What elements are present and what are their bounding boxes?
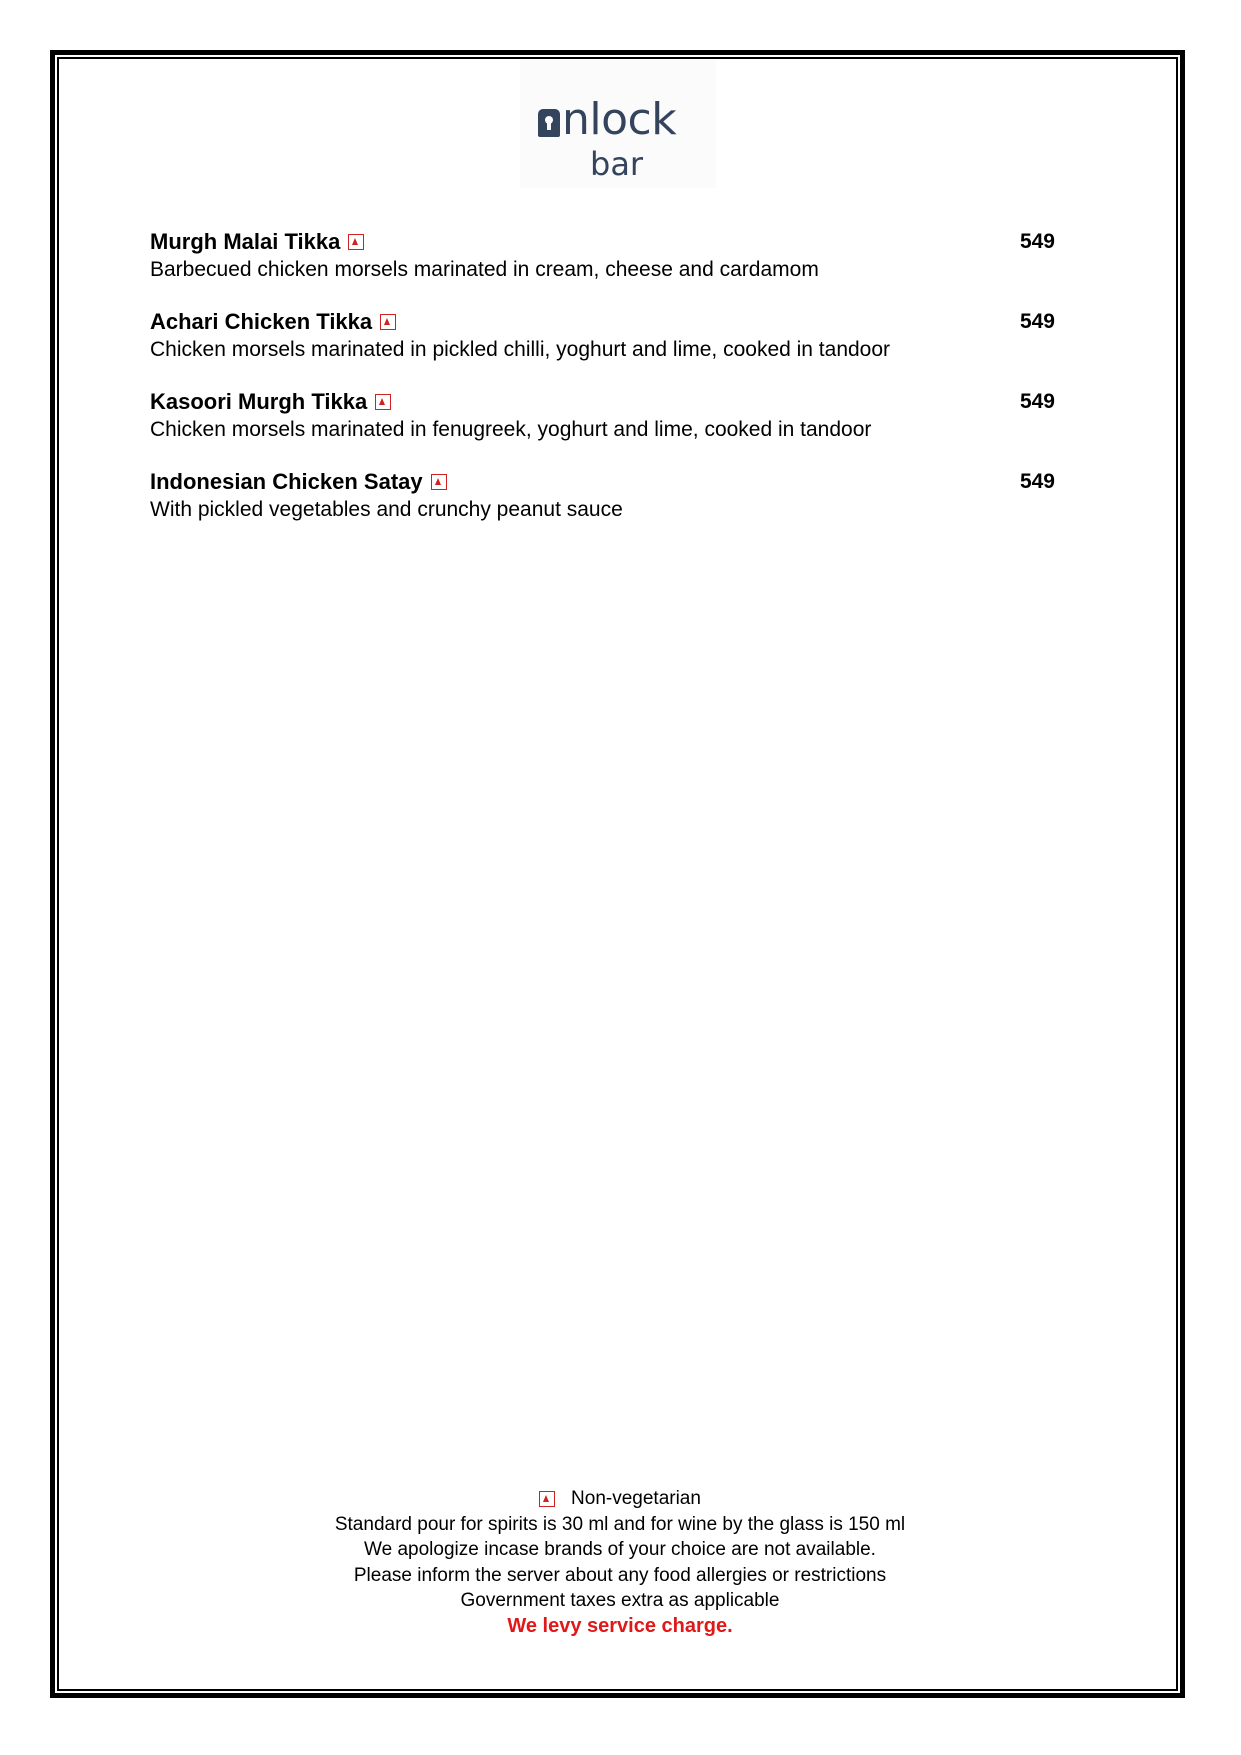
logo-subtitle: bar xyxy=(590,145,644,183)
non-veg-icon xyxy=(348,234,364,250)
pour-note: Standard pour for spirits is 30 ml and for wine by the glass is 150 ml xyxy=(334,1513,906,1535)
menu-item-name: Achari Chicken Tikka xyxy=(150,309,373,334)
menu-item-price: 549 xyxy=(1019,310,1055,333)
menu-item-price: 549 xyxy=(1019,230,1055,253)
menu-item xyxy=(150,228,1055,308)
tax-note: Government taxes extra as applicable xyxy=(460,1590,780,1611)
menu-item-name: Murgh Malai Tikka xyxy=(150,229,341,254)
menu-item-price: 549 xyxy=(1019,390,1055,413)
menu-item-description: Barbecued chicken morsels marinated in cream, cheese and cardamom xyxy=(150,258,819,281)
lock-icon xyxy=(538,109,560,137)
menu-item-name: Kasoori Murgh Tikka xyxy=(150,389,368,414)
service-charge-note: We levy service charge. xyxy=(507,1614,733,1637)
legend-label: Non-vegetarian xyxy=(571,1488,701,1509)
non-veg-icon xyxy=(375,394,391,410)
apology-note: We apologize incase brands of your choice are not available. xyxy=(364,1539,876,1560)
menu-list xyxy=(150,228,1055,548)
logo-word-text: nlock xyxy=(562,94,677,145)
non-veg-legend xyxy=(150,1486,1090,1512)
non-veg-icon xyxy=(539,1491,555,1507)
allergy-note: Please inform the server about any food allergies or restrictions xyxy=(353,1564,887,1586)
menu-item-description: Chicken morsels marinated in pickled chilli, yoghurt and lime, cooked in tandoor xyxy=(150,338,891,361)
menu-item-description: Chicken morsels marinated in fenugreek, yoghurt and lime, cooked in tandoor xyxy=(150,418,872,441)
menu-item-description: With pickled vegetables and crunchy peanut sauce xyxy=(150,498,623,521)
non-veg-icon xyxy=(431,474,447,490)
non-veg-icon xyxy=(380,314,396,330)
menu-footer xyxy=(150,1486,1090,1639)
menu-item-price: 549 xyxy=(1019,470,1055,493)
unlock-bar-logo xyxy=(520,60,716,188)
logo-wordmark xyxy=(538,94,677,145)
menu-item xyxy=(150,308,1055,388)
menu-item xyxy=(150,468,1055,548)
menu-item-name: Indonesian Chicken Satay xyxy=(150,469,423,494)
menu-item xyxy=(150,388,1055,468)
